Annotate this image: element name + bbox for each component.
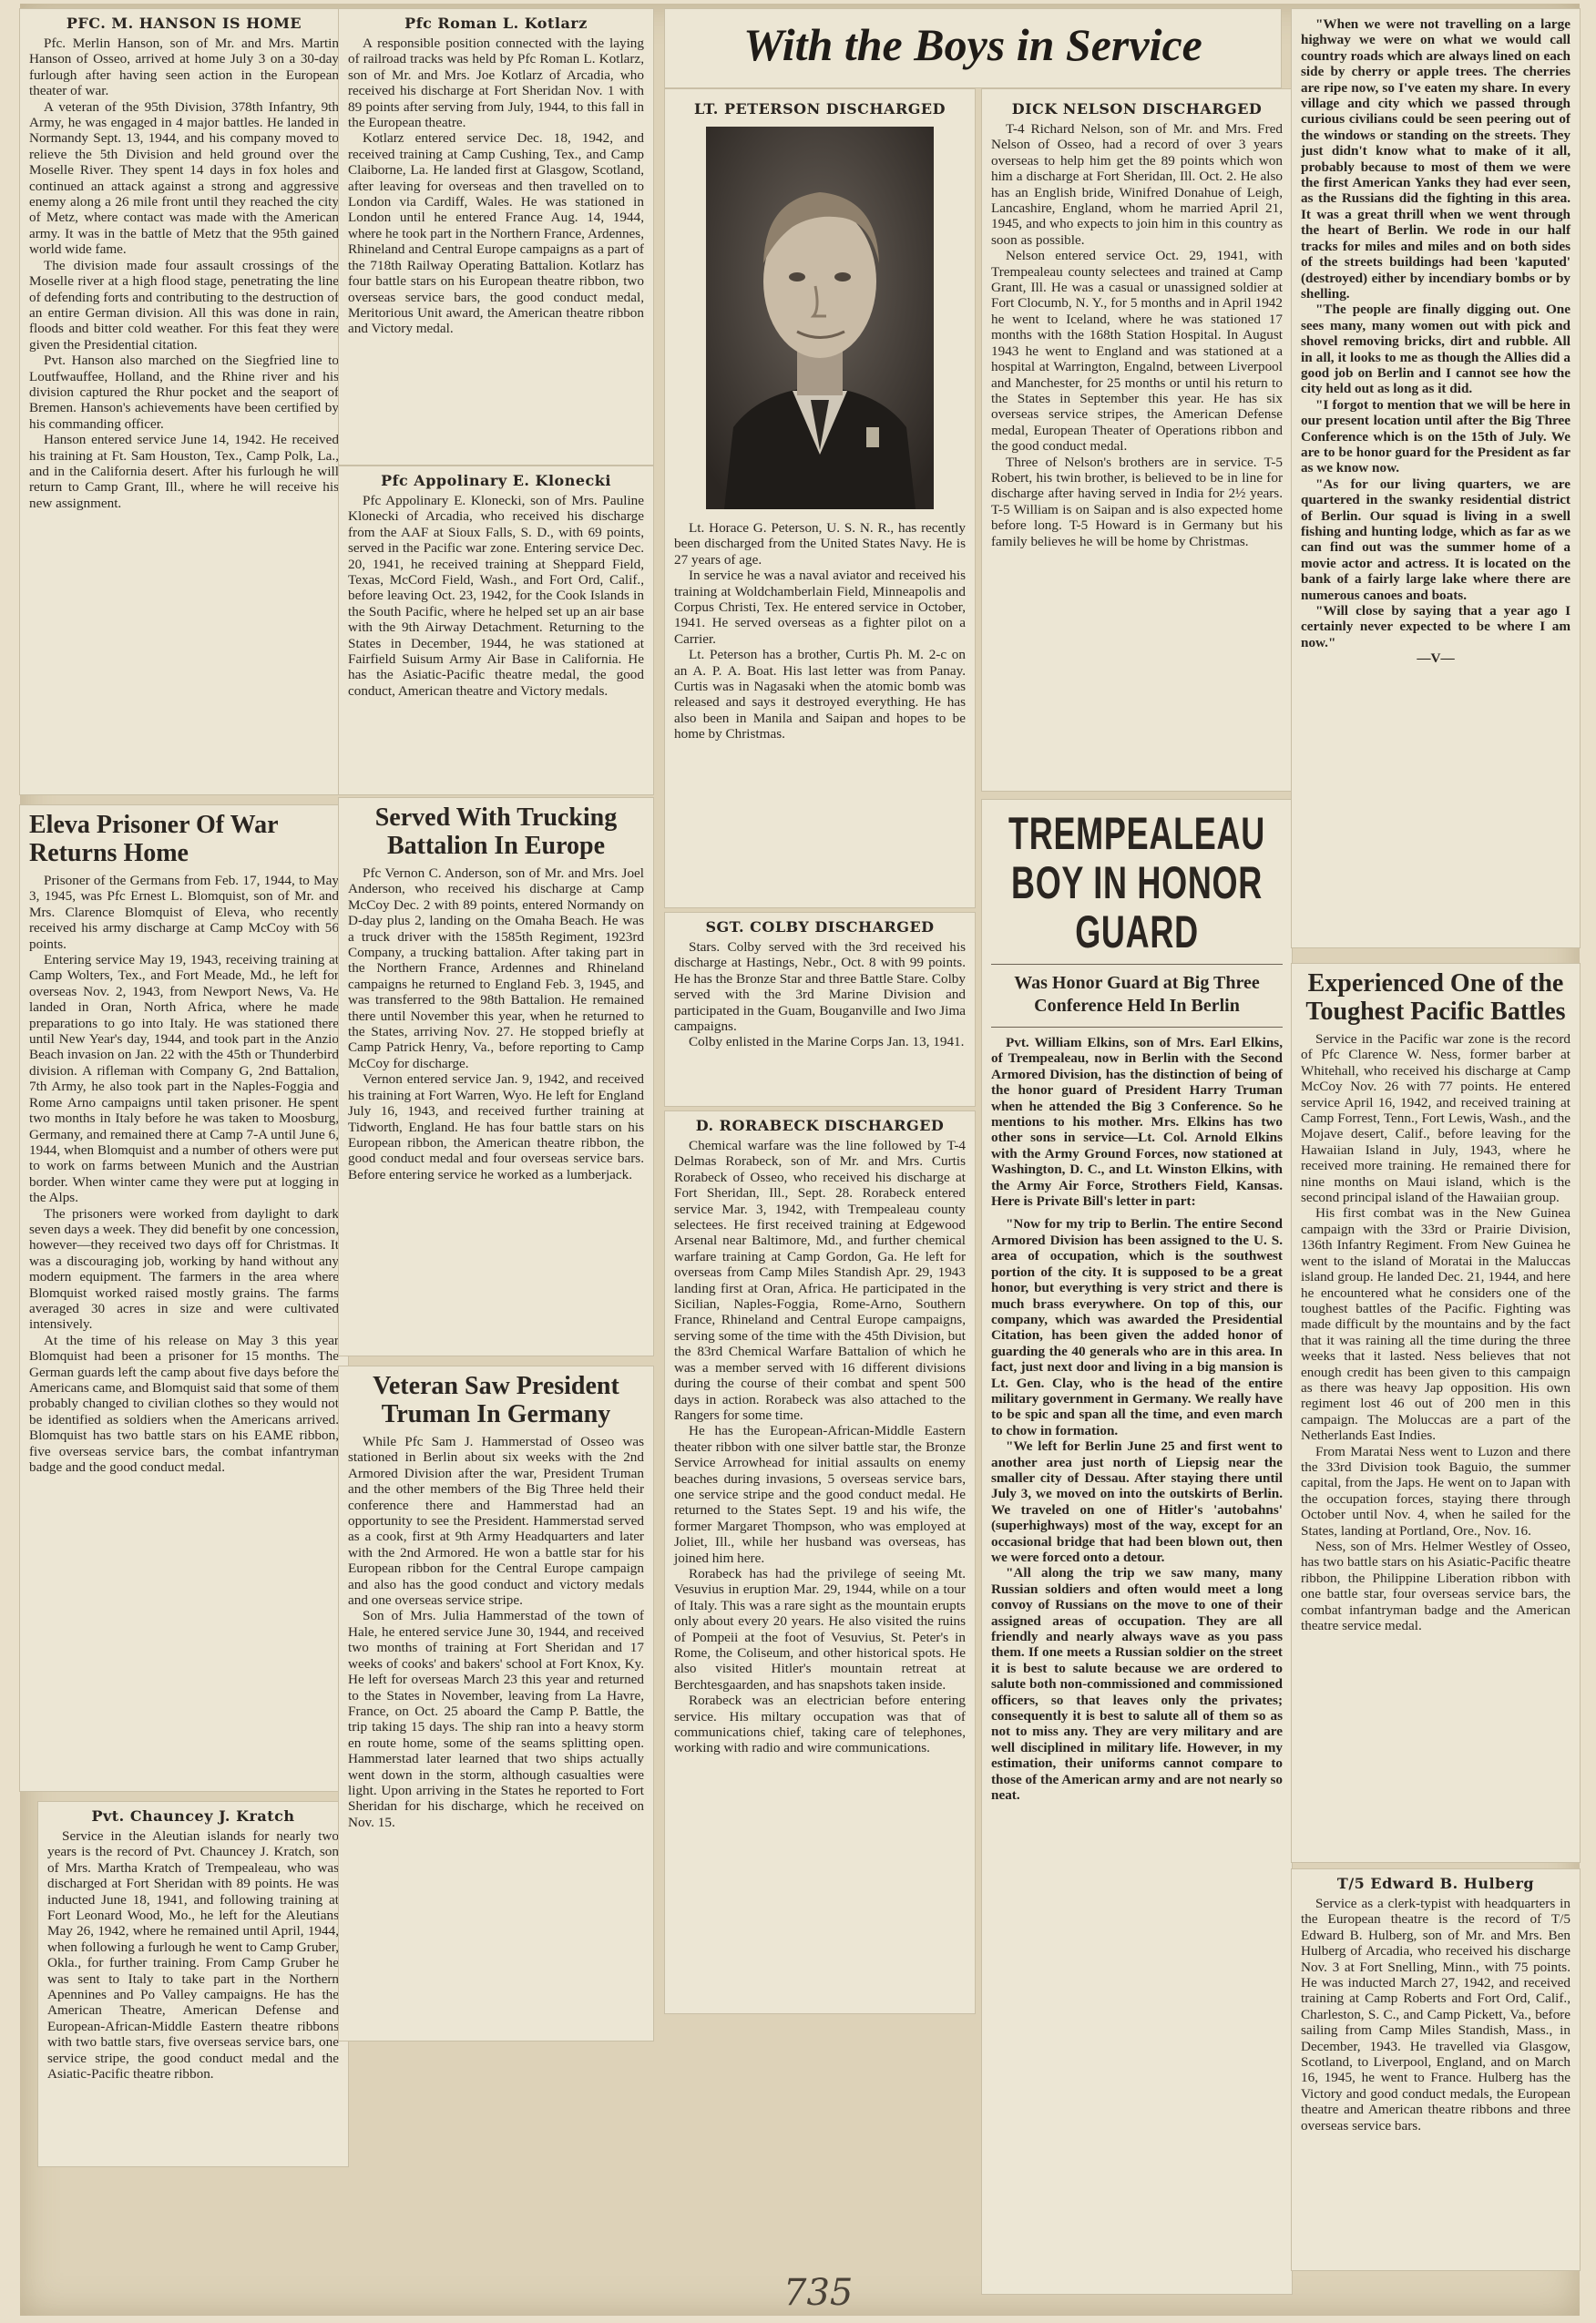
divider [991,964,1283,965]
paragraph: "I forgot to mention that we will be here in our present location until after the Big Three Conference which is on the 15th of July. We are to be honor guard for the President as far as we know now. [1301,396,1570,476]
clipping-kotlarz [339,9,653,465]
headline: SGT. COLBY DISCHARGED [705,918,935,936]
paragraph: Rorabeck was an electrician before entering service. His miltary occupation was that of communications chief, taking care of telephones, working with radio and wire communications. [674,1693,966,1756]
paragraph: A veteran of the 95th Division, 378th Infantry, 9th Army, he was engaged in 4 major battles. He landed in Normandy Sept. 13, 1944, and his company moved to relieve the 5th Division and held ground over the Moselle River. They spent 14 days in fox holes and continued an attack against a strong and aggressive enemy along a 26 mile front until they reached the city of Metz, where contact was made with the American army. It was in the battle of Metz that the 95th gained world wide fame. [29,98,339,258]
paragraph: Kotlarz entered service Dec. 18, 1942, and received training at Camp Cushing, Tex., and Camp Claiborne, La. He landed first at Glasgow, Scotland, after leaving for overseas and then travelled on to London via Cardiff, Wales. He was stationed in London until he entered France Aug. 14, 1944, where he took part in the Northern France, Ardennes, Rhineland and Central Europe campaigns as a part of the 718th Railway Operating Battalion. Kotlarz has four battle stars on his European theatre ribbon, two overseas service bars, the good conduct medal, Meritorious Unit award, the American theatre ribbon and Victory medal. [348,130,644,337]
article-body [991,1035,1283,1804]
article-body [1301,1031,1570,1633]
article-body [47,1828,339,2083]
headline: PFC. M. HANSON IS HOME [66,15,302,32]
article-body [348,493,644,699]
paragraph: His first combat was in the New Guinea campaign with the 33rd or Prairie Division, 136th Infantry Regiment. From New Guinea he went to the island of Moratai in the Maluccas island group. He landed Dec. 21, 1944, and here he encountered what he considers one of the toughest battles of the Pacific. Fighting was made difficult by the mountains and by the fact that it was raining all the time during the three weeks that it lasted. Ness believes that not enough credit has been given to this campaign as there was heavy Jap opposition. His own regiment lost 46 out of 200 men in this campaign. The Moluccas are a part of the Netherlands East Indies. [1301,1205,1570,1444]
paragraph: "Now for my trip to Berlin. The entire Second Armored Division has been assigned to the U. S. area of occupation, which is the southwest portion of the city. It is supposed to be a great honor, but everything is very strict and there is much brass everywhere. On top of this, our company, which was awarded the Presidential Citation, has been given the added honor of guarding the 40 generals who are in this area. In fact, just next door and living in a big mansion is Lt. Gen. Clay, who is the head of the entire military government in Germany. We really have to be spic and span all the time, and even march to chow in formation. [991,1216,1283,1438]
article-body [991,121,1283,549]
clipping-letter-continued [1292,9,1580,947]
clipping-kratch [38,1802,348,2166]
headline: LT. PETERSON DISCHARGED [694,100,946,118]
paragraph: Colby enlisted in the Marine Corps Jan. 13, 1941. [689,1034,965,1050]
headline: TREMPEALEAU BOY IN HONOR GUARD [1008,808,1265,957]
paragraph: While Pfc Sam J. Hammerstad of Osseo was stationed in Berlin about six weeks with the 2nd Armored Division after the war, President Truman and the other members of the Big Three held their conference there and Hammerstad had an opportunity to see the President. Hammerstad served as a cook, first at 9th Army Headquarters and later with the 2nd Armored. He won a battle star for his European ribbon for the Central Europe campaign and also has the good conduct and victory medals and one overseas service stripe. [348,1434,644,1609]
portrait-photo [706,127,934,509]
divider [991,1027,1283,1028]
clipping-klonecki [339,466,653,794]
paragraph: In service he was a naval aviator and received his training at Woldchamberlain Field, Minneapolis and Corpus Christi, Tex. He entered service in October, 1941. He served overseas as a fighter pilot on a Carrier. [674,568,966,647]
paragraph: Pvt. Hanson also marched on the Siegfried line to Loutfwauffee, Holland, and the Rhine river and his division captured the Rhur pocket and the seaport of Bremen. Hanson's achievements have been certified by his commanding officer. [29,353,339,432]
article-body [348,1434,644,1830]
paragraph: Pfc. Merlin Hanson, son of Mr. and Mrs. Martin Hanson of Osseo, arrived at home July 3 on a 30-day furlough after having seen action in the European theater of war. [29,36,339,99]
paragraph: A responsible position connected with the laying of railroad tracks was held by Pfc Roman L. Kotlarz, son of Mr. and Mrs. Joe Kotlarz of Arcadia, who received his discharge at Fort Sheridan Nov. 1 with 89 points after serving from July, 1944, to this fall in the European theatre. [348,36,644,131]
paragraph: Son of Mrs. Julia Hammerstad of the town of Hale, he entered service June 30, 1944, and received two months of training at Fort Sheridan and 17 weeks of cooks' and bakers' school at Fort Knox, Ky. He left for overseas March 23 this year and returned to the States in November, leaving from La Havre, France, on Oct. 25 aboard the Camp P. Battle, the trip taking 15 days. The ship ran into a heavy storm en route home, some of the seams splitting open. Hammerstad later learned that two ships actually went down in the storm, although casualties were light. Upon arriving in the States he reported to Fort Sheridan for his discharge, which he received on Nov. 15. [348,1608,644,1830]
headline: Eleva Prisoner Of War Returns Home [29,811,278,867]
headline: Experienced One of the Toughest Pacific Battles [1305,969,1566,1026]
clipping-anderson [339,798,653,1356]
article-body [29,36,339,511]
paragraph: Stars. Colby served with the 3rd received his discharge at Hastings, Nebr., Oct. 8 with 99 points. He has the Bronze Star and three Battle Stare. Colby served with the 3rd Marine Division and participated in the Guam, Bouganville and Iwo Jima campaigns. [674,939,966,1035]
paragraph: Pfc Appolinary E. Klonecki, son of Mrs. Pauline Klonecki of Arcadia, who received his discharge from the AAF at Sioux Falls, S. D., with 69 points, served in the Pacific war zone. Entering service Dec. 20, 1941, he received training at Sheppard Field, Texas, McCord Field, Wash., and Fort Ord, Calif., before leaving Oct. 23, 1942, for the Cook Islands in the South Pacific, where he helped set up an air base with the 9th Airway Detachment. Returning to the States in December, 1944, he was stationed at Fairfield Suisum Army Air Base in California. He has the Asiatic-Pacific theatre medal, the good conduct, American theatre and Victory medals. [348,493,644,699]
article-body [348,865,644,1182]
clipping-nelson [982,89,1292,791]
paragraph: The division made four assault crossings of the Moselle river at a high flood stage, penetrating the line of defending forts and contributing to the destruction of an entire German division. All this was done in rain, floods and bitter cold weather. For this feat they were given the Presidential citation. [29,257,339,353]
paragraph: Rorabeck has had the privilege of seeing Mt. Vesuvius in eruption Mar. 29, 1944, while on a tour of Italy. This was a rare sight as the mountain erupts only about every 20 years. He also visited the ruins of Pompeii at the foot of Vesuvius, St. Peter's in Rome, the Coliseum, and other historical spots. He also visited Hitler's mountain retreat at Berchtesgaarden, and has snapshots taken inside. [674,1565,966,1693]
subheadline: Was Honor Guard at Big Three Conference Held In Berlin [1014,973,1260,1016]
clipping-rorabeck [665,1111,975,2013]
paragraph: "The people are finally digging out. One sees many, many women out with pick and shovel removing bricks, dirt and rubble. All in all, it looks to me as though the Allies did a good job on Berlin and I cannot see how the city held out as long as it did. [1301,302,1570,397]
paragraph: Nelson entered service Oct. 29, 1941, with Trempealeau county selectees and trained at Camp Grant, Ill. He was a casual or unassigned soldier at Fort Clocumb, N. Y., for 5 months and in April 1942 he went to Iceland, where he was stationed 17 months with the 168th Station Hospital. In August 1943 he went to England and was stationed at a hospital at Warrington, Engalnd, between Liverpool and Manchester, for 25 months or until his return to the States in September this year. He has six overseas service stripes, the American Defense medal, European Theater of Operations ribbon and the good conduct medal. [991,248,1283,455]
paragraph: He has the European-African-Middle Eastern theater ribbon with one silver battle star, the Bronze Service Arrowhead for initial assaults on enemy beaches during invasions, 5 overseas service bars, one service stripe and the good conduct medal. He returned to the States Sept. 19 and his wife, the former Margaret Thompson, who was employed at Joliet, Ill., while her husband was overseas, has joined him here. [674,1423,966,1566]
clipping-blomquist [20,805,348,1791]
paragraph: "When we were not travelling on a large highway we were on what we would call country roads which are always lined on each side by cherry or apple trees. The cherries are ripe now, so I've eaten my share. In every village and city which we passed through curious civilians could be seen peering out of the windows or standing on the streets. They just didn't know what to make of it all, probably because to most of them we were the first American Yanks they had ever seen, as the Russians did the fighting in this area. It was a great thrill when we went through the heart of Berlin. We rode in our half tracks for miles and miles and on both sides of the streets buildings had been 'kaputed' (destroyed) either by incendiary bombs or by shelling. [1301,16,1570,302]
paragraph: Pvt. William Elkins, son of Mrs. Earl Elkins, of Trempealeau, now in Berlin with the Second Armored Division, has the distinction of being of the honor guard of President Harry Truman when he attended the Big 3 Conference. So he mentions to his mother. Mrs. Elkins has two other sons in service—Lt. Col. Arnold Elkins with the Army Ground Forces, now stationed at Washington, D. C., and Lt. Winston Elkins, with the Army Air Force, Strothers Field, Kansas. Here is Private Bill's letter in part: [991,1035,1283,1210]
headline: Pfc Roman L. Kotlarz [404,15,588,32]
page-number: 735 [783,2272,854,2314]
paragraph: Service in the Aleutian islands for nearly two years is the record of Pvt. Chauncey J. Kratch, son of Mrs. Martha Kratch of Trempealeau, who was discharged at Fort Sheridan with 89 points. He was inducted June 18, 1941, and following training at Fort Leonard Wood, Mo., he left for the Aleutians May 26, 1942, where he remained until April, 1944, when following a furlough he went to Camp Gruber, Okla., for further training. From Camp Gruber he was sent to Italy to take part in the Northern Apennines and Po Valley campaigns. He has the American Theatre, American Defense and European-African-Middle Eastern theatre ribbons with two battle stars, five overseas service bars, one service stripe, the good conduct medal and the Asiatic-Pacific theatre ribbon. [47,1828,339,2083]
photo-caption: Lt. Horace G. Peterson, U. S. N. R., has recently been discharged from the United States Navy. He is 27 years of age. [674,520,966,568]
clipping-colby [665,913,975,1106]
section-banner: With the Boys in Service [743,19,1202,70]
paragraph: "Will close by saying that a year ago I certainly never expected to be where I am now." [1301,603,1570,650]
headline: Pfc Appolinary E. Klonecki [381,472,611,489]
paragraph: Lt. Peterson has a brother, Curtis Ph. M. 2-c on an A. P. A. Boat. His last letter was from Panay. Curtis was in Nagasaki when the atomic bomb was released and says it destroyed everything. He has also been in Manila and Saipan and hopes to be home by Christmas. [674,647,966,742]
headline: Served With Trucking Battalion In Europe [374,803,618,860]
paragraph: T-4 Richard Nelson, son of Mr. and Mrs. Fred Nelson of Osseo, had a record of over 3 years overseas to help him get the 89 points which won him a discharge at Fort Sheridan, Ill. Oct. 2. He also has an English bride, Winifred Donahue of Leigh, Lancashire, England, whom he married April 21, 1945, and who expects to join him in this country as soon as possible. [991,121,1283,248]
clipping-hulberg [1292,1869,1580,2270]
paragraph: Three of Nelson's brothers are in service. T-5 Robert, his twin brother, is believed to be in line for discharge after having served in India for 2½ years. T-5 William is on Saipan and is also expected home before long. T-5 Howard is in Germany but his family believes he will be home by Christmas. [991,454,1283,549]
paragraph: Pfc Vernon C. Anderson, son of Mr. and Mrs. Joel Anderson, who received his discharge at Camp McCoy Dec. 2 with 89 points, entered Normandy on D-day plus 2, landing on the Omaha Beach. He was a truck driver with the 1585th Regiment, 1923rd Company, a trucking battalion. After taking part in the Northern France, Ardennes and Rhineland campaigns he returned to England Feb. 3, 1945, and was transferred to the 98th Battalion. He remained there until November this year, when he returned to the States, arriving Nov. 27. He stopped briefly at Camp Patrick Henry, Va., before reporting to Camp McCoy for discharge. [348,865,644,1071]
paragraph: "All along the trip we saw many, many Russian soldiers and often would meet a long convoy of Russians on the move to one of their assigned areas of occupation. They are all friendly and nearly always wave as you pass them. If one meets a Russian soldier on the street it is best to salute because we are ordered to salute both non-commissioned and commissioned officers, so that leaves only the privates; consequently it is best to salute all of them so as not to miss any. They are very military and are well disciplined in military life. However, in my estimation, their uniforms cannot compare to those of the American army and are not nearly so neat. [991,1565,1283,1804]
headline: D. RORABECK DISCHARGED [695,1117,945,1134]
article-body [674,1138,966,1756]
clipping-ness [1292,964,1580,1862]
paragraph: Prisoner of the Germans from Feb. 17, 1944, to May 3, 1945, was Pfc Ernest L. Blomquist, son of Mr. and Mrs. Clarence Blomquist of Eleva, who recently received his army discharge at Camp McCoy with 56 points. [29,873,339,952]
clipping-hanson [20,9,348,794]
scrapbook-page [20,4,1580,2316]
article-body [674,939,966,1050]
article-body [674,520,966,742]
headline: Veteran Saw President Truman In Germany [373,1372,619,1428]
paragraph: Service in the Pacific war zone is the record of Pfc Clarence W. Ness, former barber at Whitehall, who received his discharge at Camp McCoy Nov. 26 with 77 points. He entered service April 16, 1942, and received training at Camp Forrest, Tenn., Fort Lewis, Wash., and the Mojave desert, Calif., before leaving for the Hawaiian Island in July, 1943, where he received more training. He remained there for nine months on Maui island, which is the second principal island of the Hawaiian group. [1301,1031,1570,1206]
paragraph: Vernon entered service Jan. 9, 1942, and received his training at Fort Warren, Wyo. He left for England July 16, 1943, and received further training at Tidworth, England. He has four battle stars on his European ribbon, the American theatre ribbon, the good conduct medal and four overseas service bars. Before entering service he worked as a lumberjack. [348,1071,644,1182]
paragraph: Chemical warfare was the line followed by T-4 Delmas Rorabeck, son of Mr. and Mrs. Curtis Rorabeck of Osseo, who received his discharge at Fort Sheridan, Ill., Sept. 28. Rorabeck entered service Mar. 3, 1942, with Trempealeau county selectees. He first received training at Edgewood Arsenal near Baltimore, Md., and further chemical warfare training at Camp Gordon, Ga. He left for overseas from Camp Miles Standish Apr. 29, 1943 landing first at Oran, Africa. He participated in the Sicilian, Naples-Foggia, Rome-Arno, Southern France, Rhineland and Central Europe campaigns, serving some of the time with the 45th Division, but the 83rd Chemical Warfare Battalion of which he was a member served with 16 different divisions during the course of their combat and spent 500 days in action. Rorabeck was also attached to the Rangers for some time. [674,1138,966,1423]
paragraph: At the time of his release on May 3 this year Blomquist had been a prisoner for 15 months. The German guards left the camp about five days before the Americans came, and Blomquist said that some of them probably changed to civilian clothes so they would not be identified as soldiers when the Americans arrived. Blomquist has two battle stars on his EAME ribbon, five overseas service bars, the combat infantryman badge and the good conduct medal. [29,1332,339,1476]
paragraph: The prisoners were worked from daylight to dark seven days a week. They did benefit by one concession, however—they received two days off for Christmas. It was a discouraging job, working by hand without any modern equipment. The farmers in the area where Blomquist worked raised mostly grains. The farms averaged 30 acres in size and were cultivated intensively. [29,1205,339,1333]
paragraph: Service as a clerk-typist with headquarters in the European theatre is the record of T/5 Edward B. Hulberg, son of Mr. and Mrs. Ben Hulberg of Arcadia, who received his discharge Nov. 3 at Fort Snelling, Minn., with 75 points. He was inducted March 27, 1942, and received training at Camp Roberts and Fort Ord, Calif., Charleston, S. C., and Camp Pickett, Va., before sailing from Camp Miles Standish, Mass., in December, 1943. He travelled via Glasgow, Scotland, to Liverpool, England, and on March 16, 1945, he went to France. Hulberg has the Victory and good conduct medals, the European theatre and American theatre ribbons and three overseas service bars. [1301,1896,1570,2134]
article-body [29,873,339,1475]
clipping-peterson [665,89,975,907]
paragraph: From Maratai Ness went to Luzon and there the 33rd Division took Baguio, the summer capital, from the Japs. He went on to Japan with the occupation forces, staying there through October until Nov. 4, when he sailed for the States, landing at Portland, Ore., Nov. 16. [1301,1443,1570,1539]
headline: T/5 Edward B. Hulberg [1336,1875,1535,1892]
clipping-hammerstad [339,1366,653,2041]
headline: Pvt. Chauncey J. Kratch [91,1807,295,1825]
paragraph: Entering service May 19, 1943, receiving training at Camp Wolters, Tex., and Fort Meade, Md., he left for overseas Nov. 2, 1943, from Newport News, Va. He landed in Oran, North Africa, where he made preparations to go into Italy. He was stationed there until New Year's day, 1944, and took part in the Anzio Beach invasion on Jan. 22 with the 45th or Thunderbird division. A rifleman with Company G, 2nd Battalion, 7th Army, he also took part in the Naples-Foggia and Rome Arno campaigns until taken prisoner. He spent two months in Italy before he was taken to Moosburg, Germany, and remained there at Camp 7-A until June 6, 1944, when Blomquist and a number of others were put to work on farms between Munich and the Austrian border. When winter came they were put at logging in the Alps. [29,952,339,1206]
clipping-elkins [982,800,1292,2294]
article-body [1301,16,1570,667]
paragraph: Hanson entered service June 14, 1942. He received his training at Ft. Sam Houston, Tex., Camp Polk, La., and in the California desert. After his furlough he will return to Camp Grant, Ill., where he will receive his new assignment. [29,432,339,511]
article-body [348,36,644,337]
article-body [1301,1896,1570,2134]
banner-clipping [665,9,1281,87]
headline: DICK NELSON DISCHARGED [1011,100,1263,118]
paragraph: Ness, son of Mrs. Helmer Westley of Osseo, has two battle stars on his Asiatic-Pacific theatre ribbon, the Philippine Liberation ribbon with one battle star, four overseas service bars, the combat infantryman badge and the American theatre service medal. [1301,1539,1570,1634]
paragraph: "We left for Berlin June 25 and first went to another area just north of Liepsig near the smaller city of Dessau. After staying there until July 3, we moved on into the outskirts of Berlin. We traveled on one of Hitler's 'autobahns' (superhighways) most of the way, except for an occasional bridge that had been blown out, then we were forced onto a detour. [991,1438,1283,1565]
end-mark: —V— [1417,650,1455,667]
paragraph: "As for our living quarters, we are quartered in the swanky residential district of Berlin. Our squad is living in a swell fishing and hunting lodge, which as far as we can find out was the summer home of a movie actor and actress. It is located on the bank of a fairly large lake where there are numerous canoes and boats. [1301,476,1570,603]
